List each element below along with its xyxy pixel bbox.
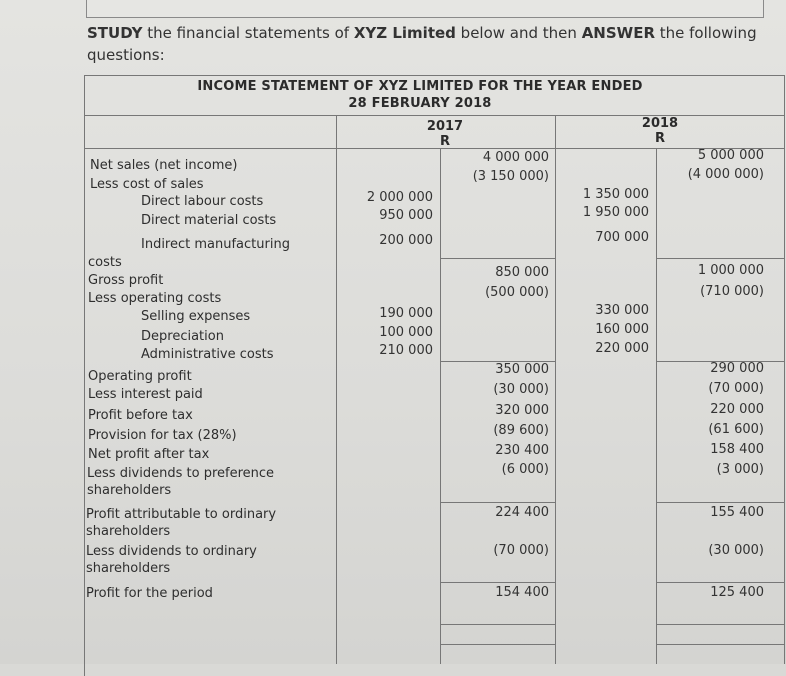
instruction-study: STUDY (87, 24, 143, 42)
value-interest-2017: (30 000) (493, 382, 549, 397)
value-selling-2018: 330 000 (595, 303, 649, 318)
value-ordinary-profit-2017: 224 400 (495, 505, 549, 520)
row-label-indirect-manufacturing-cont: costs (88, 255, 122, 270)
instruction-part: the following questions: (87, 24, 757, 64)
value-indirect-manufacturing-2018: 700 000 (595, 230, 649, 245)
row-divider (656, 644, 784, 645)
value-direct-material-2018: 1 950 000 (582, 205, 649, 220)
value-net-sales-2017: 4 000 000 (482, 150, 549, 165)
row-divider (656, 624, 784, 625)
value-operating-profit-2017: 350 000 (495, 362, 549, 377)
row-divider (656, 502, 784, 503)
row-label-cost-of-sales: Less cost of sales (90, 177, 204, 192)
value-npat-2017: 230 400 (495, 443, 549, 458)
row-label-net-profit-after-tax: Net profit after tax (88, 447, 210, 462)
value-gross-profit-2017: 850 000 (495, 265, 549, 280)
value-depreciation-2018: 160 000 (595, 322, 649, 337)
row-divider (440, 644, 555, 645)
value-direct-material-2017: 950 000 (379, 208, 433, 223)
value-pref-div-2018: (3 000) (716, 462, 764, 477)
row-label-direct-labour: Direct labour costs (141, 194, 264, 209)
instruction-answer: ANSWER (581, 24, 655, 42)
row-label-profit-attributable-ordinary: Profit attributable to ordinary shareholders (86, 507, 277, 539)
row-divider (656, 582, 784, 583)
value-pbt-2017: 320 000 (495, 403, 549, 418)
value-selling-2017: 190 000 (379, 306, 433, 321)
row-label-ordinary-dividends: Less dividends to ordinary shareholders (86, 544, 257, 576)
value-tax-2017: (89 600) (493, 423, 549, 438)
value-admin-2017: 210 000 (379, 343, 433, 358)
column-year-2017: 2017 (426, 119, 464, 134)
value-interest-2018: (70 000) (708, 381, 764, 396)
row-divider (440, 582, 555, 583)
value-period-profit-2018: 125 400 (710, 585, 764, 600)
row-divider (440, 624, 555, 625)
value-operating-profit-2018: 290 000 (710, 361, 764, 376)
answer-box (86, 0, 764, 18)
instruction-part: the financial statements of (142, 24, 354, 42)
row-label-depreciation: Depreciation (141, 329, 224, 344)
value-ord-div-2017: (70 000) (493, 543, 549, 558)
instruction-part: below and then (455, 24, 582, 42)
value-depreciation-2017: 100 000 (379, 325, 433, 340)
column-divider (656, 148, 657, 664)
row-label-direct-material: Direct material costs (141, 213, 277, 228)
row-label-gross-profit: Gross profit (88, 273, 164, 288)
row-label-profit-before-tax: Profit before tax (88, 408, 193, 423)
row-label-net-sales: Net sales (net income) (90, 158, 238, 173)
value-cost-of-sales-2017: (3 150 000) (472, 169, 549, 184)
row-label-administrative-costs: Administrative costs (141, 347, 274, 362)
instruction-company: XYZ Limited (353, 24, 456, 42)
value-tax-2018: (61 600) (708, 422, 764, 437)
value-npat-2018: 158 400 (710, 442, 764, 457)
column-currency-2018: R (654, 131, 665, 146)
value-direct-labour-2017: 2 000 000 (366, 190, 433, 205)
row-label-operating-costs: Less operating costs (88, 291, 222, 306)
column-year-2018: 2018 (641, 116, 679, 131)
instruction-text (87, 22, 767, 66)
column-divider (555, 115, 556, 664)
value-ord-div-2018: (30 000) (708, 543, 764, 558)
row-label-profit-for-period: Profit for the period (86, 586, 213, 601)
value-indirect-manufacturing-2017: 200 000 (379, 233, 433, 248)
value-cost-of-sales-2018: (4 000 000) (687, 167, 764, 182)
value-net-sales-2018: 5 000 000 (697, 148, 764, 163)
row-label-preference-dividends: Less dividends to preference shareholders (87, 466, 275, 498)
value-period-profit-2017: 154 400 (495, 585, 549, 600)
value-pbt-2018: 220 000 (710, 402, 764, 417)
value-direct-labour-2018: 1 350 000 (582, 187, 649, 202)
row-label-selling-expenses: Selling expenses (141, 309, 251, 324)
statement-date: 28 FEBRUARY 2018 (348, 96, 492, 111)
row-label-tax: Provision for tax (28%) (88, 428, 237, 443)
column-divider (440, 148, 441, 664)
row-label-interest-paid: Less interest paid (88, 387, 203, 402)
value-pref-div-2017: (6 000) (501, 462, 549, 477)
table-border (784, 75, 785, 664)
row-divider (656, 258, 784, 259)
column-divider (336, 115, 337, 664)
value-operating-costs-2018: (710 000) (700, 284, 764, 299)
row-label-operating-profit: Operating profit (88, 369, 192, 384)
value-ordinary-profit-2018: 155 400 (710, 505, 764, 520)
value-operating-costs-2017: (500 000) (485, 285, 549, 300)
column-currency-2017: R (439, 134, 450, 149)
row-divider (440, 502, 555, 503)
value-admin-2018: 220 000 (595, 341, 649, 356)
row-label-indirect-manufacturing: Indirect manufacturing (141, 237, 290, 252)
row-divider (440, 258, 555, 259)
statement-title: INCOME STATEMENT OF XYZ LIMITED FOR THE YEAR ENDED (197, 79, 643, 94)
value-gross-profit-2018: 1 000 000 (697, 263, 764, 278)
